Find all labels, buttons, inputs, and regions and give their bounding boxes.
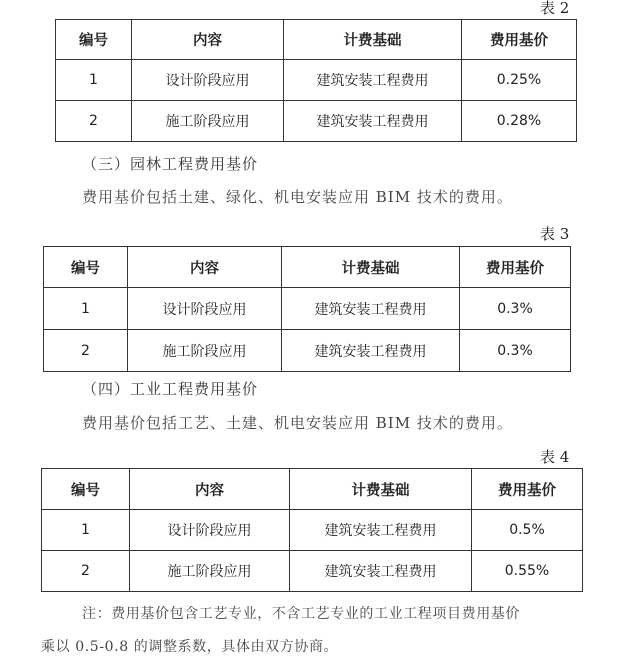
cell-fee-basis: 建筑安装工程费用 (284, 60, 462, 101)
section-4-heading: （四）工业工程费用基价 (82, 380, 259, 398)
header-content: 内容 (130, 469, 290, 510)
cell-number: 1 (42, 510, 130, 551)
cell-content: 设计阶段应用 (132, 60, 284, 101)
cell-fee-basis: 建筑安装工程费用 (290, 551, 472, 592)
cell-base-rate: 0.5% (472, 510, 583, 551)
table-row (44, 288, 571, 330)
cell-base-rate: 0.55% (472, 551, 583, 592)
table-row (56, 101, 577, 142)
table-row (56, 60, 577, 101)
note-line-1: 注：费用基价包含工艺专业，不含工艺专业的工业工程项目费用基价 (82, 606, 520, 622)
header-content: 内容 (128, 247, 282, 288)
table-row (42, 551, 583, 592)
header-base-rate: 费用基价 (460, 247, 571, 288)
cell-fee-basis: 建筑安装工程费用 (290, 510, 472, 551)
cell-content: 设计阶段应用 (130, 510, 290, 551)
section-3-heading: （三）园林工程费用基价 (82, 155, 259, 173)
table-header-row (56, 20, 577, 60)
cell-number: 1 (44, 288, 128, 330)
cell-content: 施工阶段应用 (132, 101, 284, 142)
table-4-caption: 表 4 (540, 448, 570, 466)
cell-number: 2 (56, 101, 132, 142)
cell-base-rate: 0.3% (460, 330, 571, 372)
fee-table-2 (55, 19, 577, 142)
fee-table-3 (43, 246, 571, 372)
fee-table-4 (41, 468, 583, 592)
header-base-rate: 费用基价 (462, 20, 577, 60)
cell-base-rate: 0.3% (460, 288, 571, 330)
header-fee-basis: 计费基础 (282, 247, 460, 288)
header-fee-basis: 计费基础 (284, 20, 462, 60)
cell-number: 2 (44, 330, 128, 372)
table-header-row (42, 469, 583, 510)
header-fee-basis: 计费基础 (290, 469, 472, 510)
header-number: 编号 (56, 20, 132, 60)
table-row (42, 510, 583, 551)
table-header-row (44, 247, 571, 288)
table-3-caption: 表 3 (540, 225, 570, 243)
note-line-2: 乘以 0.5-0.8 的调整系数，具体由双方协商。 (41, 639, 339, 655)
cell-content: 设计阶段应用 (128, 288, 282, 330)
header-base-rate: 费用基价 (472, 469, 583, 510)
cell-content: 施工阶段应用 (128, 330, 282, 372)
header-number: 编号 (44, 247, 128, 288)
cell-fee-basis: 建筑安装工程费用 (282, 330, 460, 372)
cell-fee-basis: 建筑安装工程费用 (284, 101, 462, 142)
header-number: 编号 (42, 469, 130, 510)
table-2-caption: 表 2 (540, 0, 570, 17)
cell-content: 施工阶段应用 (130, 551, 290, 592)
section-3-paragraph: 费用基价包括土建、绿化、机电安装应用 BIM 技术的费用。 (82, 188, 513, 206)
section-4-paragraph: 费用基价包括工艺、土建、机电安装应用 BIM 技术的费用。 (82, 414, 513, 432)
cell-fee-basis: 建筑安装工程费用 (282, 288, 460, 330)
table-row (44, 330, 571, 372)
cell-number: 1 (56, 60, 132, 101)
header-content: 内容 (132, 20, 284, 60)
cell-base-rate: 0.28% (462, 101, 577, 142)
cell-base-rate: 0.25% (462, 60, 577, 101)
cell-number: 2 (42, 551, 130, 592)
